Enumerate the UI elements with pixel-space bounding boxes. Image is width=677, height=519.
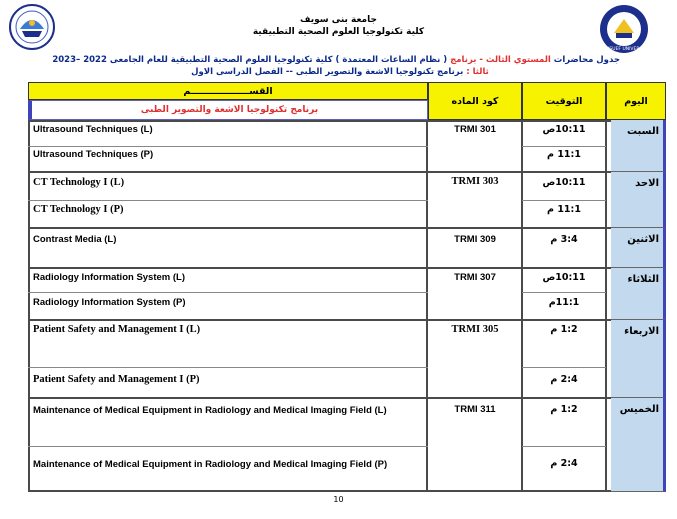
group-separator [28,171,611,173]
course-name: Ultrasound Techniques (P) [33,149,154,160]
col-header-code: كود الماده [428,82,522,120]
university-name: جامعة بنى سويف [300,15,377,25]
row-separator [28,446,428,447]
faculty-name: كلية تكنولوجيا العلوم الصحية التطبيقية [252,27,425,37]
group-separator [28,397,611,399]
group-separator [28,319,611,321]
day-wednesday: الاربعاء [611,320,666,398]
row-separator [28,292,428,293]
border-time-day [605,120,607,492]
day-sunday: الاحد [611,172,666,228]
course-name: Ultrasound Techniques (L) [33,124,153,135]
course-code: TRMI 311 [454,404,496,415]
page-number: 10 [333,495,344,504]
lecture-time: 2:4 م [550,458,578,469]
course-code: TRMI 305 [451,324,499,335]
day-monday: الاثنين [611,228,666,268]
lecture-time: 11:1 م [547,149,581,160]
course-code: TRMI 303 [451,176,499,187]
lecture-time: 2:4 م [550,374,578,385]
lecture-time: 1:2 م [550,404,578,415]
schedule-title-line1: جدول محاضرات المستوي الثالث - برنامج ( نظام الساعات المعتمدة ) كلية تكنولوجيا العلوم الصحية التطبيقية للعام الجامعى 2022 –2023 [52,55,620,65]
group-separator [28,490,611,492]
lecture-time: 3:4 م [550,234,578,245]
course-name: Radiology Information System (P) [33,297,186,308]
course-code: TRMI 307 [454,272,496,283]
group-separator [28,120,611,122]
col-header-day: اليوم [606,82,666,120]
course-code: TRMI 301 [454,124,496,135]
course-name: CT Technology I (P) [33,204,124,215]
col-header-section: القســــــــــــــــــم [28,82,428,100]
row-separator [28,146,428,147]
group-separator [28,227,611,229]
day-saturday: السبت [611,120,666,172]
program-name-bar: برنامج تكنولوجيا الاشعة والتصوير الطبى [28,100,428,120]
row-separator [28,200,428,201]
course-name: Maintenance of Medical Equipment in Radiology and Medical Imaging Field (L) [33,405,387,416]
course-name: Maintenance of Medical Equipment in Radiology and Medical Imaging Field (P) [33,459,388,470]
group-separator [28,267,611,269]
row-separator [522,146,606,147]
lecture-time: 11:1م [548,297,580,308]
row-separator [522,367,606,368]
day-tuesday: الثلاثاء [611,268,666,320]
svg-text:BENISUEF UNIVERSITY: BENISUEF UNIVERSITY [598,47,650,52]
course-name: Patient Safety and Management I (L) [33,324,201,335]
lecture-time: 10:11ص [542,124,586,135]
lecture-time: 1:2 م [550,324,578,335]
lecture-time: 10:11ص [542,177,586,188]
row-separator [522,292,606,293]
row-separator [28,367,428,368]
course-name: Contrast Media (L) [33,234,117,245]
lecture-time: 11:1 م [547,204,581,215]
col-header-time: التوقيت [522,82,606,120]
course-name: Radiology Information System (L) [33,272,186,283]
row-separator [522,200,606,201]
course-code: TRMI 309 [454,234,496,245]
border-left [28,120,30,492]
lecture-time: 10:11ص [542,272,586,283]
course-name: CT Technology I (L) [33,177,125,188]
row-separator [522,446,606,447]
course-name: Patient Safety and Management I (P) [33,374,200,385]
schedule-title-line2: ثالثا : برنامج تكنولوجيا الاشعة والتصوير الطبى -- الفصل الدراسى الاول [191,67,489,77]
schedule-table [28,82,666,492]
day-thursday: الخميس [611,398,666,492]
